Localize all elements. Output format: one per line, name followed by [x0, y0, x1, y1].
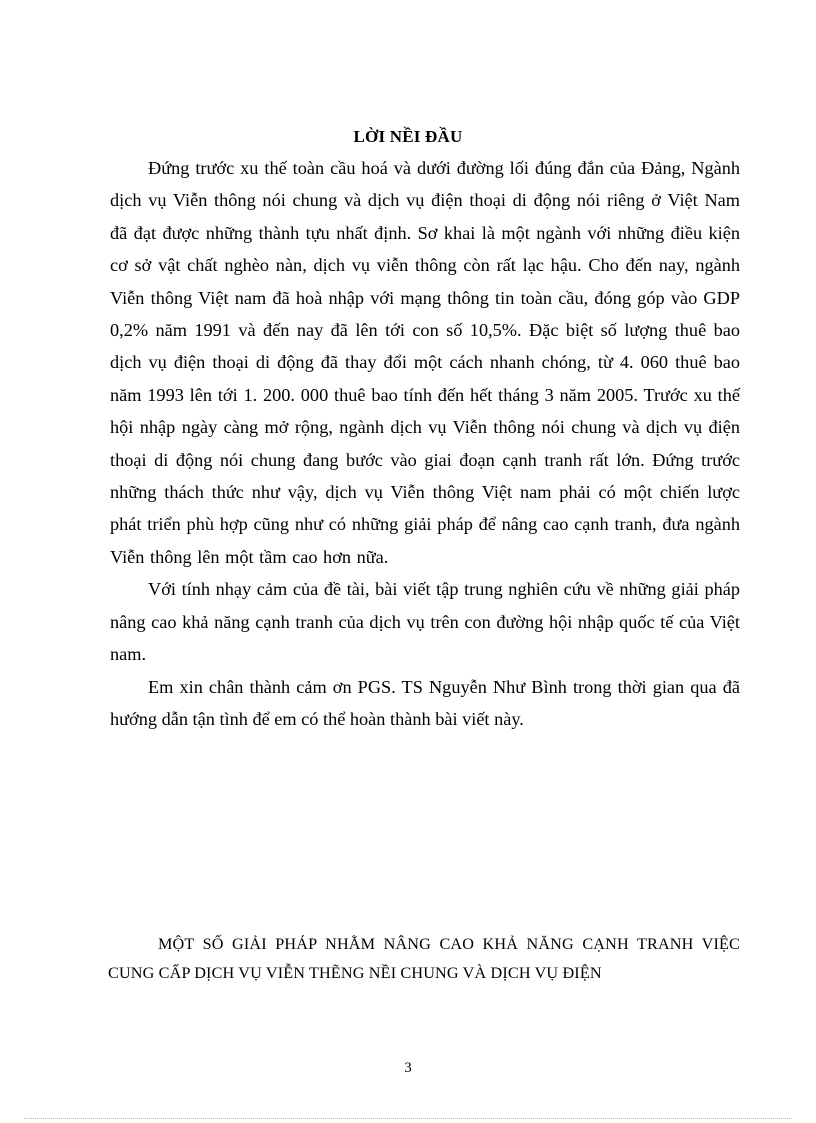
paragraph-intro: Đứng trước xu thế toàn cầu hoá và dưới đường lối đúng đắn của Đảng, Ngành dịch vụ Viễn thông nói chung và dịch vụ điện thoại di động nói riêng ở Việt Nam đã đạt được những thành tựu nhất định. Sơ khai là một ngành với những điều kiện cơ sở vật chất nghèo nàn, dịch vụ viễn thông còn rất lạc hậu. Cho đến nay, ngành Viễn thông Việt nam đã hoà nhập với mạng thông tin toàn cầu, đóng góp vào GDP 0,2% năm 1991 và đến nay đã lên tới con số 10,5%. Đặc biệt số lượng thuê bao dịch vụ điện thoại di động đã thay đổi một cách nhanh chóng, từ 4. 060 thuê bao năm 1993 lên tới 1. 200. 000 thuê bao tính đến hết tháng 3 năm 2005. Trước xu thế hội nhập ngày càng mở rộng, ngành dịch vụ Viễn thông nói chung và dịch vụ điện thoại di động nói chung đang bước vào giai đoạn cạnh tranh rất lớn. Đứng trước những thách thức như vậy, dịch vụ Viễn thông Việt nam phải có một chiến lược phát triển phù hợp cũng như có những giải pháp để nâng cao cạnh tranh, đưa ngành Viễn thông lên một tầm cao hơn nữa.	[110, 158, 740, 567]
section-title: MỘT SỐ GIẢI PHÁP NHẰM NÂNG CAO KHẢ NĂNG CẠNH TRANH VIỆC CUNG CẤP DỊCH VỤ VIỄN THẼNG NỀI CHUNG VÀ DỊCH VỤ ĐIỆN	[108, 935, 740, 982]
page-bottom-edge	[24, 1118, 792, 1119]
body-text	[110, 152, 740, 735]
page-number: 3	[404, 1060, 412, 1076]
page-heading: LỜI NỀI ĐẦU	[353, 127, 463, 146]
paragraph-acknowledgement: Em xin chân thành cảm ơn PGS. TS Nguyễn Như Bình trong thời gian qua đã hướng dẫn tận tình để em có thể hoàn thành bài viết này.	[110, 676, 740, 729]
paragraph-scope: Với tính nhạy cảm của đề tài, bài viết tập trung nghiên cứu về những giải pháp nâng cao khả năng cạnh tranh của dịch vụ trên con đường hội nhập quốc tế của Việt nam.	[110, 579, 740, 665]
